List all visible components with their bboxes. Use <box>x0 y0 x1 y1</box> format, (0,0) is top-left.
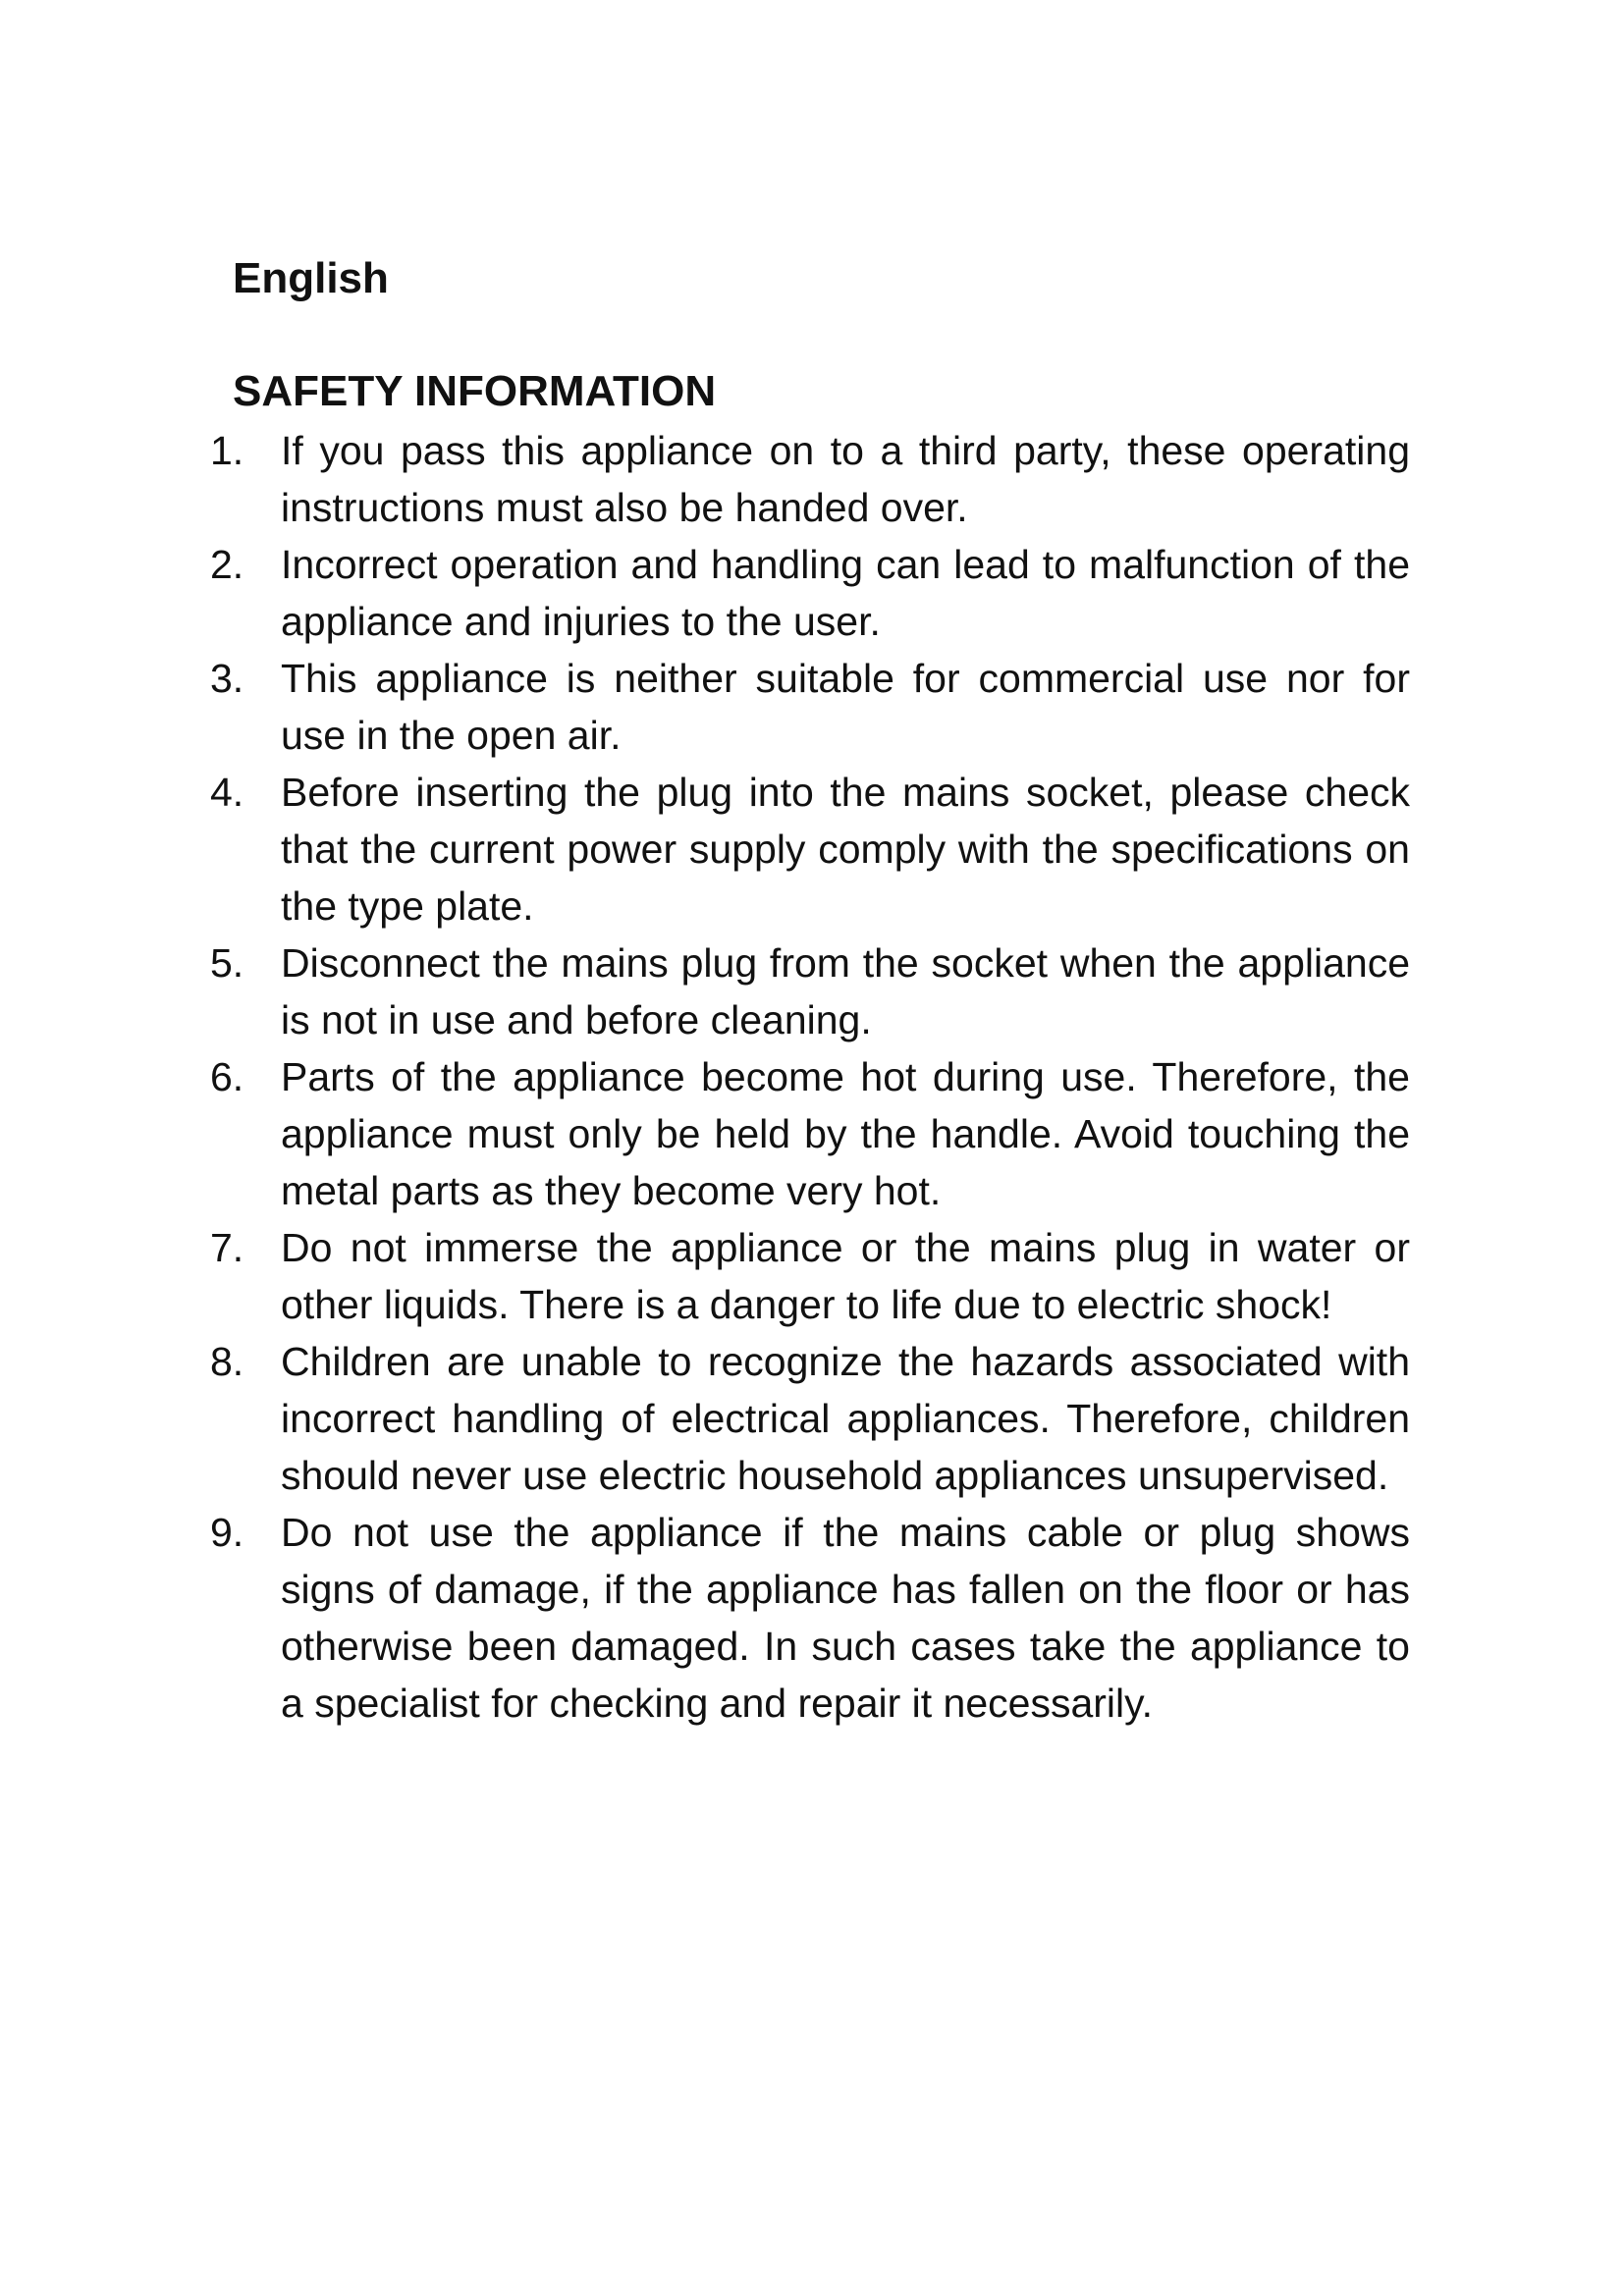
safety-item-7 <box>0 1219 1410 1333</box>
item-number: 5. <box>210 940 244 986</box>
item-text: Do not immerse the appliance or the mains plug in water or other liquids. There is a danger to life due to electric shock! <box>281 1225 1410 1327</box>
item-number: 2. <box>210 542 244 587</box>
item-text: Incorrect operation and handling can lead to malfunction of the appliance and injuries to the user. <box>281 542 1410 644</box>
item-text: Children are unable to recognize the hazards associated with incorrect handling of electrical appliances. Therefore, children should never use electric household appliances unsupervised. <box>281 1339 1410 1498</box>
item-number: 3. <box>210 656 244 701</box>
item-number: 8. <box>210 1339 244 1384</box>
safety-item-6 <box>0 1048 1410 1219</box>
item-number: 7. <box>210 1225 244 1270</box>
safety-item-5 <box>0 934 1410 1048</box>
safety-item-1 <box>0 422 1410 536</box>
item-text: If you pass this appliance on to a third party, these operating instructions must also be handed over. <box>281 428 1410 530</box>
item-number: 4. <box>210 770 244 815</box>
item-text: Disconnect the mains plug from the socket when the appliance is not in use and before cleaning. <box>281 940 1410 1042</box>
item-text: Before inserting the plug into the mains socket, please check that the current power supply comply with the specifications on the type plate. <box>281 770 1410 929</box>
item-text: Do not use the appliance if the mains cable or plug shows signs of damage, if the appliance has fallen on the floor or has otherwise been damaged. In such cases take the appliance to a specialist for checking and repair it necessarily. <box>281 1510 1410 1726</box>
safety-information-title: SAFETY INFORMATION <box>233 367 717 415</box>
item-text: Parts of the appliance become hot during use. Therefore, the appliance must only be held by the handle. Avoid touching the metal parts as they become very hot. <box>281 1054 1410 1213</box>
item-number: 9. <box>210 1510 244 1555</box>
item-number: 1. <box>210 428 244 473</box>
safety-instructions-list <box>0 422 1624 1732</box>
item-number: 6. <box>210 1054 244 1099</box>
safety-item-3 <box>0 650 1410 764</box>
language-heading: English <box>233 254 389 302</box>
item-text: This appliance is neither suitable for commercial use nor for use in the open air. <box>281 656 1410 758</box>
safety-item-2 <box>0 536 1410 650</box>
safety-item-4 <box>0 764 1410 934</box>
safety-item-8 <box>0 1333 1410 1504</box>
safety-item-9 <box>0 1504 1410 1732</box>
